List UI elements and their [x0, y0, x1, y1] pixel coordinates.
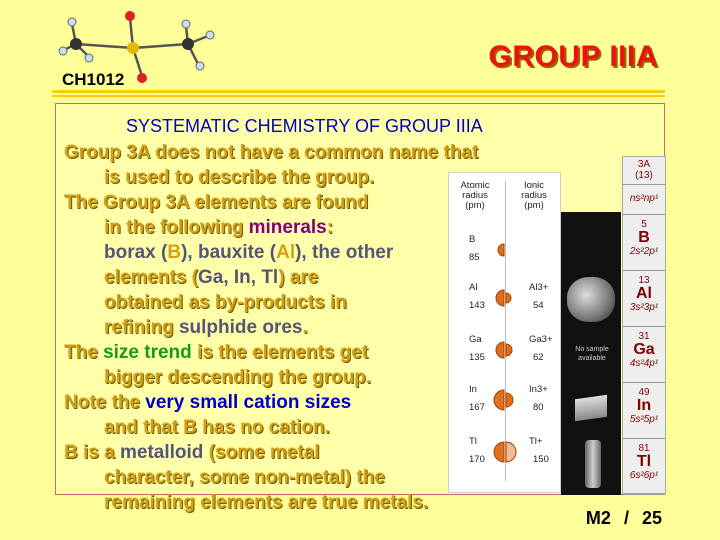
atomic-number: 81	[638, 443, 650, 454]
ionic-radius-value: 54	[533, 300, 544, 311]
element-cell	[623, 439, 665, 495]
p5-line3: remaining elements are true metals.	[104, 492, 429, 513]
p4-note: Note the	[64, 392, 146, 413]
element-symbol: In	[636, 397, 652, 414]
metalloid-term: metalloid	[119, 442, 204, 463]
ionic-radius-value: 80	[533, 402, 544, 413]
ion-label: Ga3+	[529, 334, 553, 345]
are-text: ) are	[278, 267, 319, 288]
paragraph-2	[64, 190, 484, 340]
atomic-radius-value: 135	[469, 352, 485, 363]
p2-line4	[84, 265, 484, 290]
p2-line5: obtained as by-products in	[104, 292, 347, 313]
p2-colon: :	[326, 217, 334, 238]
element-al: Al	[276, 242, 296, 263]
atomic-element-label: Ga	[469, 334, 482, 345]
electron-config: 4s²4p¹	[629, 358, 659, 369]
element-b: B	[167, 242, 182, 263]
slide-subtitle: SYSTEMATIC CHEMISTRY OF GROUP IIIA	[126, 116, 483, 136]
ion-label: In3+	[529, 384, 548, 395]
p5-line1-end: (some metal	[203, 442, 320, 463]
p4-line2: and that B has no cation.	[104, 417, 330, 438]
ion-size-icon	[491, 385, 521, 415]
ion-label: Al3+	[529, 282, 549, 293]
element-symbol: Al	[636, 285, 652, 302]
paragraph-4	[64, 390, 484, 440]
slide-title: GROUP IIIA	[488, 40, 658, 73]
atomic-number: 31	[638, 331, 650, 342]
p1-line1: Group 3A does not have a common name that	[64, 142, 479, 163]
header-divider	[52, 90, 665, 93]
elements-list: Ga, In, Tl	[197, 267, 279, 288]
group-alt: (13)	[635, 170, 653, 181]
atomic-element-label: Tl	[469, 436, 477, 447]
group-header-cell	[623, 157, 665, 185]
thallium-photo	[585, 440, 601, 488]
figure-divider	[505, 181, 506, 481]
p1-line2: is used to describe the group.	[104, 167, 375, 188]
ion-size-icon	[491, 283, 521, 313]
bauxite-photo	[567, 277, 615, 322]
p2-line3	[84, 240, 484, 265]
p2-line2	[84, 215, 484, 240]
minerals-term: minerals	[248, 217, 327, 238]
period: .	[302, 317, 308, 338]
atomic-radius-header: Atomic radius (pm)	[460, 180, 490, 211]
p2-line2-text: in the following	[104, 217, 249, 238]
electron-config: 5s²5p¹	[629, 414, 659, 425]
mineral-photos	[561, 212, 621, 495]
ionic-radius-value: 150	[533, 454, 549, 465]
bauxite-text: ), bauxite (	[181, 242, 277, 263]
group-config-cell: ns²np¹	[623, 185, 665, 215]
page-number: 25	[641, 508, 662, 528]
indium-photo	[575, 395, 607, 421]
element-symbol: Tl	[636, 453, 652, 470]
element-symbol: B	[638, 229, 650, 246]
page-footer	[586, 508, 662, 529]
atomic-element-label: B	[469, 234, 476, 245]
element-cell	[623, 271, 665, 327]
electron-config: 2s²2p¹	[629, 246, 659, 257]
footer-separator: /	[623, 508, 629, 528]
ionic-radius-value: 62	[533, 352, 544, 363]
module-label: M2	[585, 508, 611, 528]
atomic-element-label: Al	[469, 282, 478, 293]
sulphide-ores-term: sulphide ores	[178, 317, 303, 338]
p2-line6	[84, 315, 484, 340]
atomic-element-label: In	[469, 384, 477, 395]
atomic-radius-value: 170	[469, 454, 485, 465]
size-trend-term: size trend	[103, 342, 192, 363]
atomic-number: 49	[638, 387, 650, 398]
group-number: 3A	[637, 159, 651, 170]
ion-size-icon	[491, 335, 521, 365]
p3-line1-end: is the elements get	[191, 342, 369, 363]
paragraph-5	[64, 440, 484, 515]
course-code: CH1012	[62, 70, 125, 89]
p5-line2: character, some non-metal) the	[104, 467, 385, 488]
element-cell	[623, 327, 665, 383]
electron-config: 3s²3p¹	[629, 302, 659, 313]
no-sample-note: No sample available	[575, 346, 609, 362]
cation-sizes-term: very small cation sizes	[145, 392, 352, 413]
atomic-radius-value: 167	[469, 402, 485, 413]
atomic-number: 13	[638, 275, 650, 286]
refining-text: refining	[104, 317, 179, 338]
ion-label: Tl+	[529, 436, 543, 447]
paragraph-3	[64, 340, 484, 390]
borax-text: borax (	[104, 242, 168, 263]
p2-line1: The Group 3A elements are found	[64, 192, 369, 213]
radius-figure	[448, 172, 561, 493]
p3-line2: bigger descending the group.	[104, 367, 372, 388]
ion-size-icon	[491, 437, 521, 467]
elements-text: elements (	[104, 267, 198, 288]
atom-size-icon	[489, 235, 519, 265]
periodic-group-column	[622, 156, 666, 494]
atomic-number: 5	[641, 219, 647, 230]
atomic-radius-value: 85	[469, 252, 480, 263]
electron-config: 6s²6p¹	[629, 470, 659, 481]
paragraph-1	[64, 140, 484, 190]
header-divider-secondary	[52, 95, 665, 97]
ionic-radius-header: Ionic radius (pm)	[521, 180, 547, 211]
atomic-radius-value: 143	[469, 300, 485, 311]
p5-b-is: B is a	[64, 442, 120, 463]
other-text: ), the other	[295, 242, 394, 263]
element-symbol: Ga	[633, 341, 655, 358]
element-cell	[623, 215, 665, 271]
slide-body	[64, 140, 484, 515]
p3-the: The	[64, 342, 104, 363]
element-cell	[623, 383, 665, 439]
